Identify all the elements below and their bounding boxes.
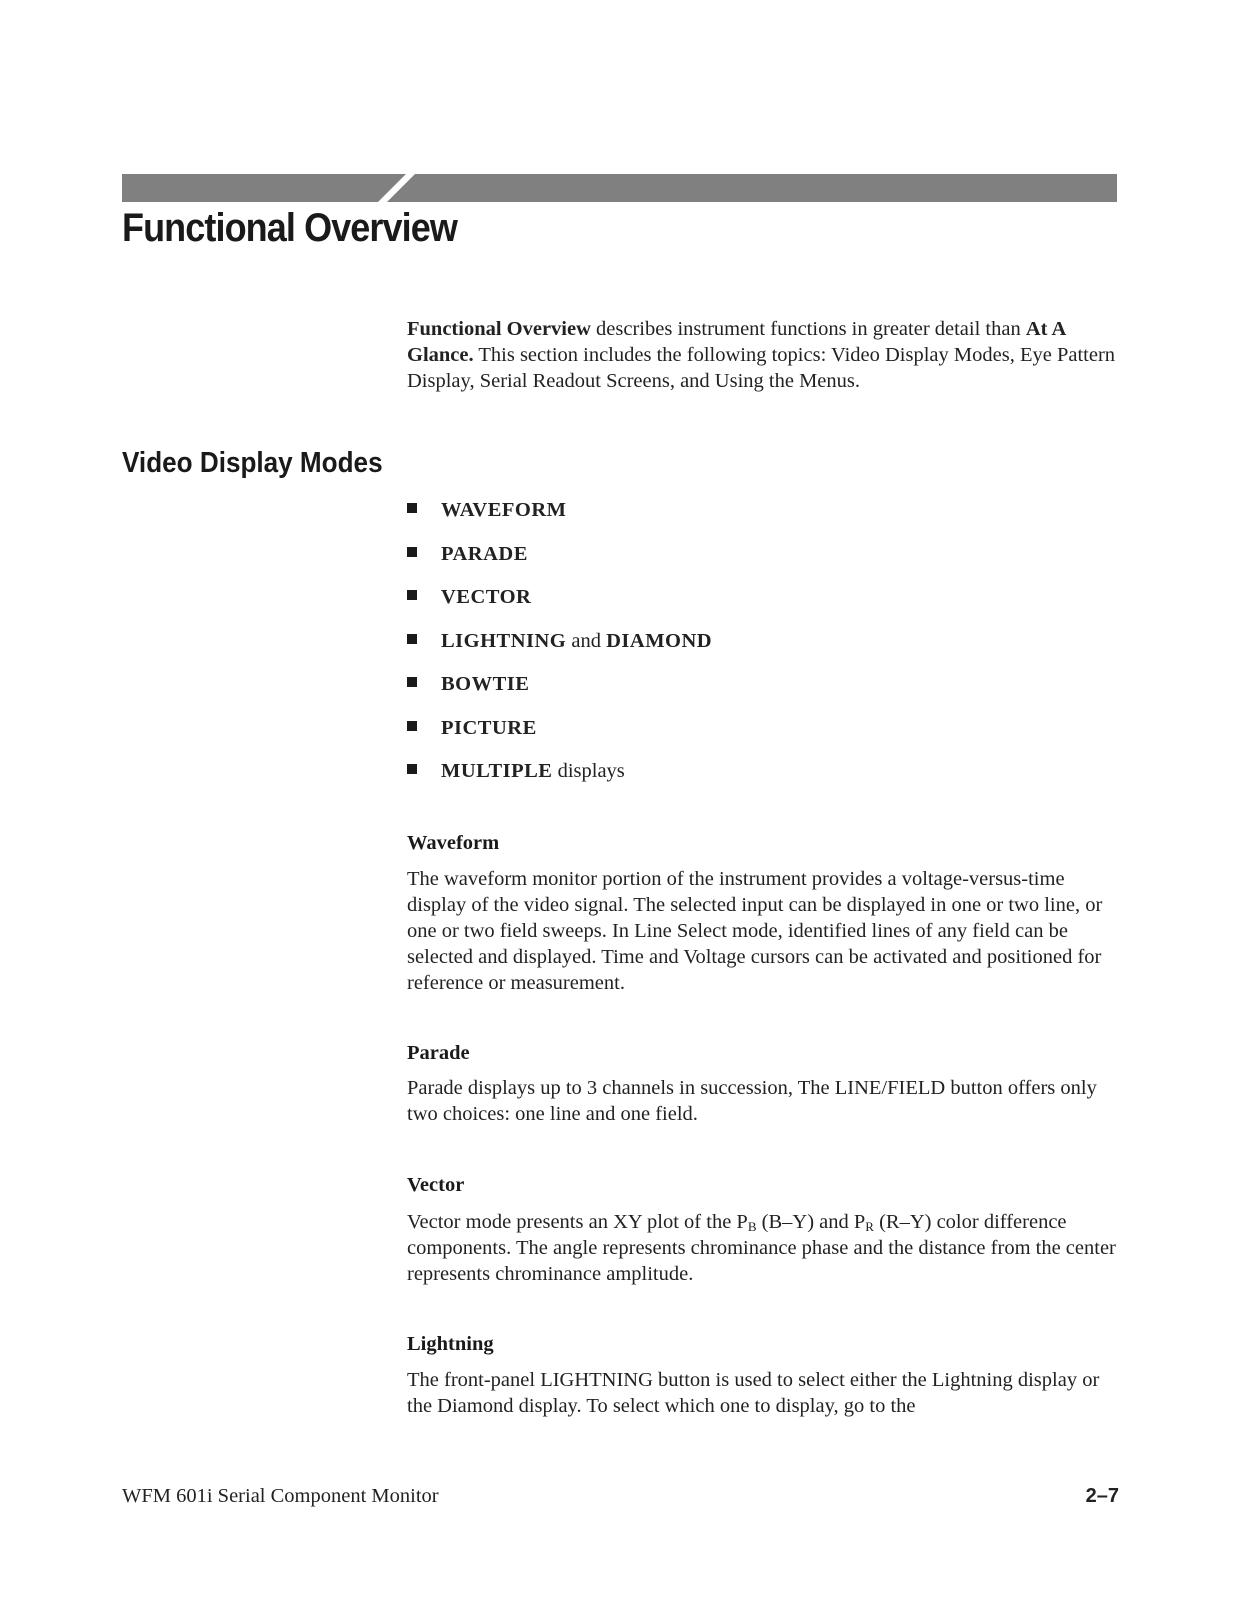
- parade-heading: Parade: [407, 1042, 470, 1064]
- mode-picture: PICTURE: [441, 716, 537, 739]
- waveform-body: The waveform monitor portion of the instrument provides a voltage-versus-time display of the video signal. The selected input can be displayed in one or two line, or one or two field sweeps. In Line Select mode, identified lines of any field can be selected and displayed. Time and Voltage cursors can be activated and positioned for reference or measurement.: [407, 868, 1103, 994]
- mode-parade: PARADE: [441, 542, 528, 565]
- bullet-icon: [407, 677, 417, 687]
- mode-vector: VECTOR: [441, 586, 532, 608]
- mode-waveform: WAVEFORM: [441, 499, 567, 521]
- vector-heading: Vector: [407, 1174, 465, 1196]
- mode-and: and: [566, 629, 607, 652]
- list-item: [407, 715, 712, 759]
- mode-lightning: LIGHTNING: [441, 629, 567, 652]
- vector-text-2: (B–Y) and P: [756, 1211, 866, 1233]
- list-item: [407, 628, 712, 672]
- intro-text-2: This section includes the following topics: Video Display Modes, Eye Pattern Display, Serial Readout Screens, and Using the Menus.: [407, 344, 1116, 392]
- vector-body: [407, 1209, 1119, 1287]
- bullet-icon: [407, 547, 417, 557]
- vector-subscript-b: B: [747, 1219, 757, 1234]
- intro-reference: At A Glance.: [407, 318, 1066, 366]
- display-mode-list: [407, 497, 712, 802]
- list-item: [407, 671, 712, 715]
- lightning-heading: Lightning: [407, 1333, 494, 1355]
- list-item: [407, 758, 712, 802]
- waveform-heading: Waveform: [407, 832, 500, 854]
- bullet-icon: [407, 590, 417, 600]
- page-title: Functional Overview: [122, 206, 457, 250]
- mode-diamond: DIAMOND: [606, 629, 713, 652]
- footer-page-number: 2–7: [1085, 1485, 1119, 1507]
- footer-product-name: WFM 601i Serial Component Monitor: [122, 1485, 439, 1507]
- bullet-icon: [407, 634, 417, 644]
- intro-lead: Functional Overview: [407, 318, 591, 340]
- mode-displays: displays: [552, 760, 625, 782]
- parade-body: Parade displays up to 3 channels in succession, The LINE/FIELD button offers only two choices: one line and one field.: [407, 1077, 1097, 1125]
- bullet-icon: [407, 503, 417, 513]
- bullet-icon: [407, 764, 417, 774]
- section-heading: Video Display Modes: [122, 447, 383, 479]
- intro-paragraph: [407, 316, 1119, 394]
- bullet-icon: [407, 721, 417, 731]
- header-bar: [122, 174, 1117, 202]
- vector-text-1: Vector mode presents an XY plot of the P: [407, 1211, 748, 1233]
- vector-subscript-r: R: [865, 1219, 874, 1234]
- lightning-body: The front-panel LIGHTNING button is used to select either the Lightning display or the Diamond display. To select which one to display, go to the: [407, 1369, 1100, 1417]
- list-item: [407, 584, 712, 628]
- mode-multiple: MULTIPLE: [441, 760, 553, 782]
- intro-text-1: describes instrument functions in greater detail than: [590, 318, 1026, 340]
- list-item: [407, 497, 712, 541]
- list-item: [407, 541, 712, 585]
- mode-bowtie: BOWTIE: [441, 673, 530, 695]
- vector-text-3: (R–Y) color difference components. The angle represents chrominance phase and the distance from the center represents chrominance amplitude.: [407, 1211, 1116, 1285]
